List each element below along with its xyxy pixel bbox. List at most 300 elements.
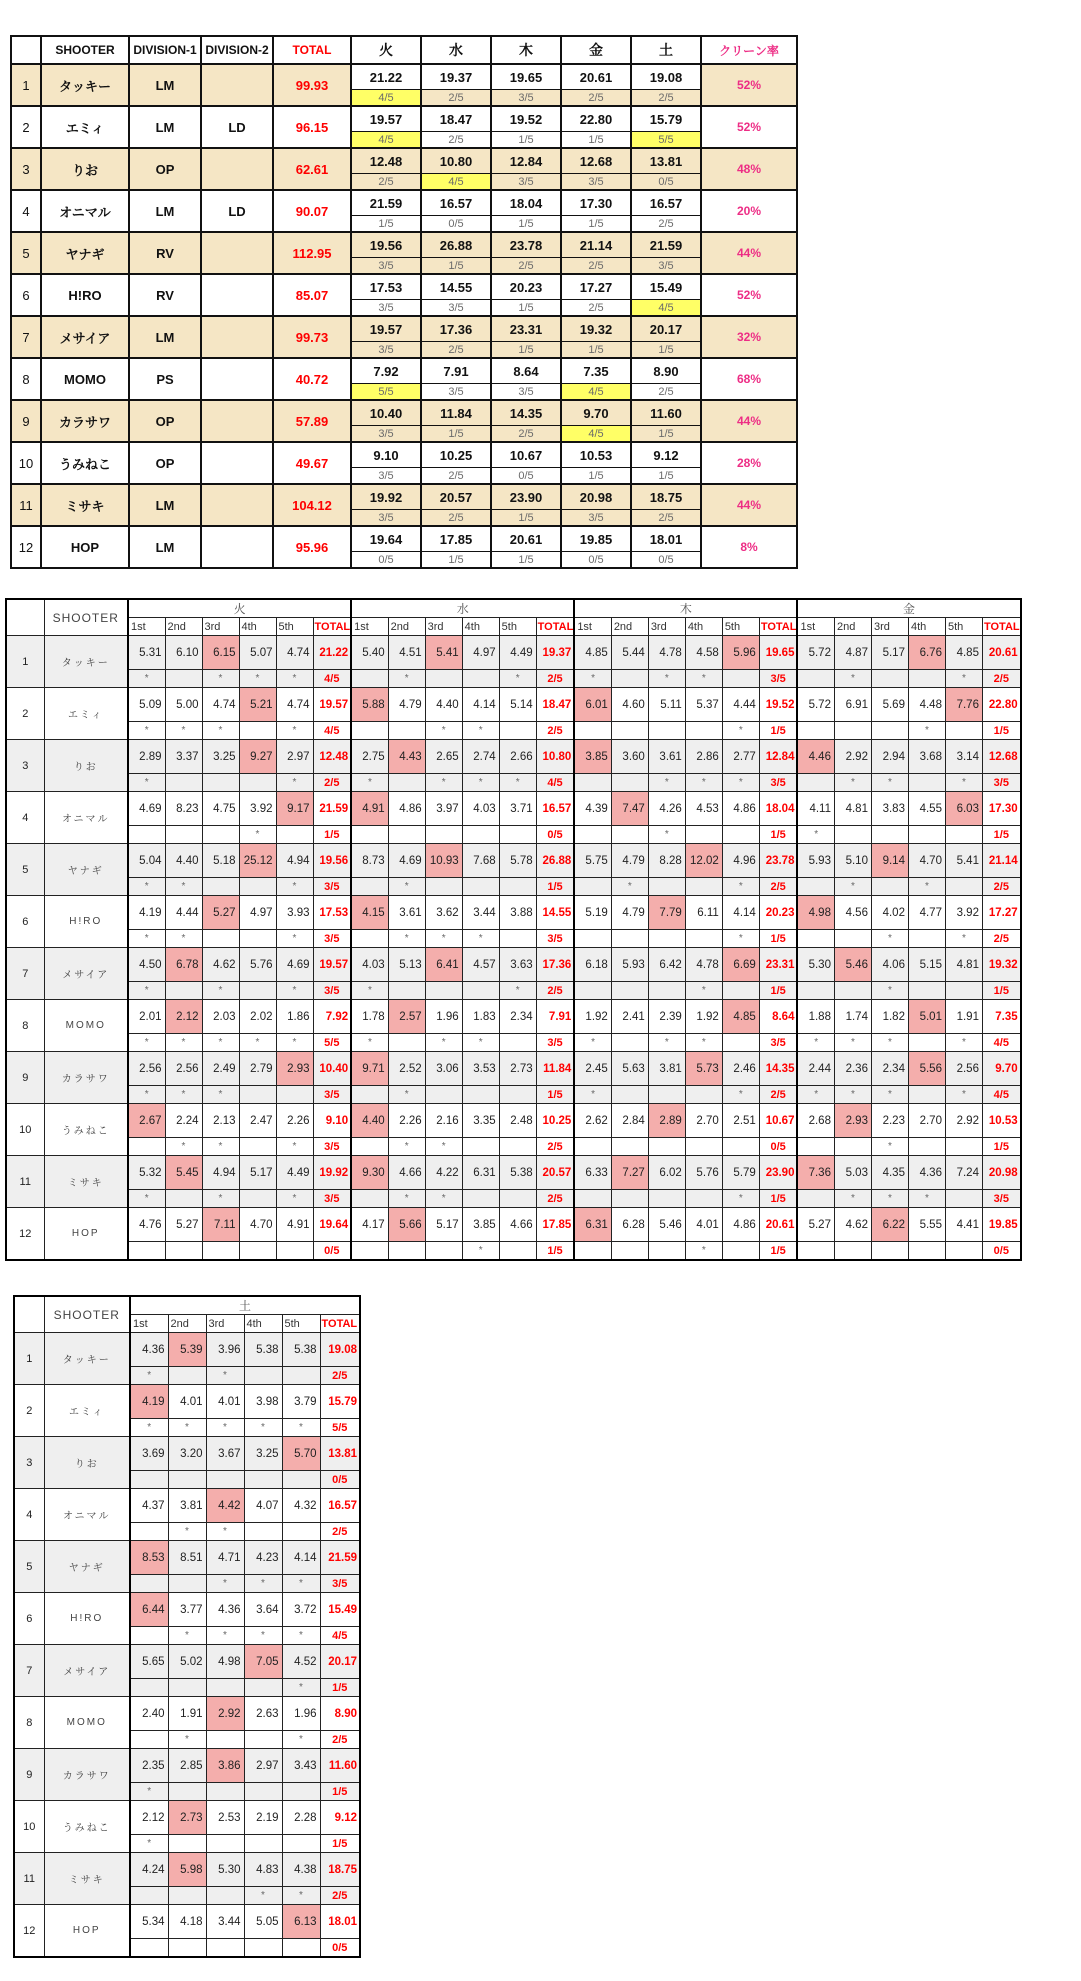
asterisk-cell: * [244, 1575, 282, 1593]
asterisk-cell [908, 670, 945, 688]
score-cell: 4.11 [797, 792, 834, 826]
score-cell: 4.86 [388, 792, 425, 826]
day-header-2: 木 [491, 36, 561, 64]
score-cell: 4.69 [128, 792, 165, 826]
asterisk-cell [871, 878, 908, 896]
score-cell: 6.31 [574, 1208, 611, 1242]
asterisk-cell: * [722, 1190, 759, 1208]
day-total-cell: 17.36 [536, 948, 574, 982]
clean-count-cell: 4/5 [631, 300, 701, 317]
score-cell: 3.68 [908, 740, 945, 774]
total-cell: 57.89 [273, 400, 351, 442]
row-number: 9 [14, 1749, 44, 1801]
score-cell: 1.96 [282, 1697, 320, 1731]
asterisk-cell: * [276, 982, 313, 1000]
day-total-cell: 7.92 [313, 1000, 351, 1034]
score-cell: 5.01 [908, 1000, 945, 1034]
asterisk-cell [499, 1086, 536, 1104]
score-cell: 4.24 [130, 1853, 168, 1887]
score-cell: 4.14 [722, 896, 759, 930]
division-cell [201, 442, 273, 484]
asterisk-cell: * [945, 774, 982, 792]
clean-rate-cell: 44% [701, 484, 797, 526]
score-cell: 4.40 [165, 844, 202, 878]
clean-count-cell: 3/5 [351, 258, 421, 275]
day-score-cell: 19.57 [351, 316, 421, 342]
day-score-cell: 20.61 [491, 526, 561, 552]
asterisk-cell [611, 670, 648, 688]
clean-rate-cell: 52% [701, 274, 797, 316]
row-number: 10 [11, 442, 41, 484]
summary-table [10, 35, 798, 569]
clean-count-cell: 0/5 [631, 552, 701, 569]
asterisk-cell [239, 774, 276, 792]
table-row [14, 1801, 360, 1835]
asterisk-cell: * [425, 1190, 462, 1208]
score-cell: 6.13 [282, 1905, 320, 1939]
score-cell: 4.01 [206, 1385, 244, 1419]
score-cell: 4.70 [908, 844, 945, 878]
rank-header: 2nd [834, 618, 871, 636]
table-subrow [6, 670, 1021, 688]
clean-count-cell: 3/5 [536, 1034, 574, 1052]
day-total-cell: 8.64 [759, 1000, 797, 1034]
day-score-cell: 23.31 [491, 316, 561, 342]
score-cell: 2.65 [425, 740, 462, 774]
clean-count-cell: 2/5 [631, 384, 701, 401]
day-total-cell: 18.75 [320, 1853, 360, 1887]
score-cell: 3.20 [168, 1437, 206, 1471]
rank-header: 4th [685, 618, 722, 636]
rank-header: 1st [797, 618, 834, 636]
asterisk-cell: * [128, 1034, 165, 1052]
score-cell: 5.41 [945, 844, 982, 878]
asterisk-cell: * [871, 982, 908, 1000]
clean-count-cell: 3/5 [421, 384, 491, 401]
day-score-cell: 17.30 [561, 190, 631, 216]
score-cell: 4.58 [685, 636, 722, 670]
asterisk-cell: * [202, 1138, 239, 1156]
day-score-cell: 23.78 [491, 232, 561, 258]
score-cell: 4.71 [206, 1541, 244, 1575]
asterisk-cell [648, 1190, 685, 1208]
day-score-cell: 21.59 [631, 232, 701, 258]
score-cell: 4.49 [276, 1156, 313, 1190]
asterisk-cell [276, 826, 313, 844]
clean-count-cell: 1/5 [982, 826, 1020, 844]
score-cell: 4.46 [797, 740, 834, 774]
score-cell: 10.93 [425, 844, 462, 878]
division-cell: LM [129, 190, 201, 232]
score-cell: 2.68 [797, 1104, 834, 1138]
score-cell: 5.72 [797, 636, 834, 670]
score-cell: 3.83 [871, 792, 908, 826]
asterisk-cell: * [722, 722, 759, 740]
score-cell: 4.85 [722, 1000, 759, 1034]
asterisk-cell [462, 1138, 499, 1156]
day-total-cell: 26.88 [536, 844, 574, 878]
rank-header: 2nd [388, 618, 425, 636]
day-score-cell: 19.56 [351, 232, 421, 258]
asterisk-cell [165, 826, 202, 844]
day-total-cell: 14.55 [536, 896, 574, 930]
score-cell: 9.17 [276, 792, 313, 826]
asterisk-cell [871, 826, 908, 844]
score-cell: 6.18 [574, 948, 611, 982]
clean-rate-cell: 20% [701, 190, 797, 232]
score-cell: 1.78 [351, 1000, 388, 1034]
day-header-3: 金 [797, 599, 1020, 618]
clean-count-cell: 0/5 [536, 826, 574, 844]
day-score-cell: 14.35 [491, 400, 561, 426]
detail-header [6, 599, 1021, 636]
asterisk-cell [206, 1679, 244, 1697]
asterisk-cell [168, 1783, 206, 1801]
table-subrow [6, 1242, 1021, 1261]
shooter-name: りお [44, 1437, 130, 1489]
division-cell [201, 526, 273, 568]
clean-count-cell: 2/5 [421, 132, 491, 149]
score-cell: 2.40 [130, 1697, 168, 1731]
asterisk-cell: * [276, 878, 313, 896]
total-cell: 96.15 [273, 106, 351, 148]
score-cell: 2.48 [499, 1104, 536, 1138]
shooter-name: うみねこ [44, 1801, 130, 1853]
clean-count-cell: 1/5 [351, 216, 421, 233]
day-header-0: 土 [130, 1296, 360, 1315]
asterisk-cell [499, 1190, 536, 1208]
score-cell: 1.86 [276, 1000, 313, 1034]
asterisk-cell [351, 722, 388, 740]
score-cell: 3.72 [282, 1593, 320, 1627]
asterisk-cell [388, 1034, 425, 1052]
asterisk-cell [239, 1086, 276, 1104]
asterisk-cell [276, 1086, 313, 1104]
row-number: 5 [11, 232, 41, 274]
clean-count-cell: 1/5 [491, 552, 561, 569]
day-score-cell: 19.52 [491, 106, 561, 132]
table-row [6, 1156, 1021, 1190]
asterisk-cell [351, 878, 388, 896]
score-cell: 4.06 [871, 948, 908, 982]
asterisk-cell [499, 1242, 536, 1261]
clean-count-cell: 1/5 [536, 1242, 574, 1261]
asterisk-cell: * [574, 1034, 611, 1052]
day-score-cell: 17.85 [421, 526, 491, 552]
clean-count-cell: 1/5 [536, 1086, 574, 1104]
asterisk-cell [165, 774, 202, 792]
score-cell: 5.46 [834, 948, 871, 982]
rank-header: 1st [130, 1315, 168, 1333]
day-total-cell: 12.48 [313, 740, 351, 774]
row-number: 4 [11, 190, 41, 232]
clean-count-cell: 1/5 [320, 1679, 360, 1697]
day-score-cell: 20.61 [561, 64, 631, 90]
asterisk-cell: * [834, 878, 871, 896]
shooter-header: SHOOTER [41, 36, 129, 64]
row-number: 6 [6, 896, 44, 948]
total-cell: 40.72 [273, 358, 351, 400]
score-cell: 4.74 [276, 688, 313, 722]
asterisk-cell: * [425, 774, 462, 792]
score-cell: 5.46 [648, 1208, 685, 1242]
score-cell: 3.53 [462, 1052, 499, 1086]
asterisk-cell [206, 1731, 244, 1749]
score-cell: 4.15 [351, 896, 388, 930]
score-cell: 9.27 [239, 740, 276, 774]
clean-count-cell: 3/5 [759, 1034, 797, 1052]
asterisk-cell [722, 1034, 759, 1052]
day-score-cell: 22.80 [561, 106, 631, 132]
asterisk-cell [834, 1242, 871, 1261]
asterisk-cell [648, 982, 685, 1000]
day-score-cell: 15.49 [631, 274, 701, 300]
day-score-cell: 23.90 [491, 484, 561, 510]
score-cell: 4.78 [685, 948, 722, 982]
score-cell: 3.25 [244, 1437, 282, 1471]
asterisk-cell: * [206, 1419, 244, 1437]
score-cell: 7.47 [611, 792, 648, 826]
rank-header: 3rd [206, 1315, 244, 1333]
table-row [11, 64, 797, 90]
asterisk-cell [648, 878, 685, 896]
total-cell: 99.93 [273, 64, 351, 106]
day-total-cell: 21.59 [313, 792, 351, 826]
score-cell: 3.71 [499, 792, 536, 826]
day-header-0: 火 [351, 36, 421, 64]
score-cell: 4.22 [425, 1156, 462, 1190]
score-cell: 3.88 [499, 896, 536, 930]
asterisk-cell: * [168, 1731, 206, 1749]
score-cell: 4.79 [388, 688, 425, 722]
day-score-cell: 16.57 [421, 190, 491, 216]
asterisk-cell [206, 1887, 244, 1905]
shooter-name: りお [41, 148, 129, 190]
asterisk-cell [168, 1471, 206, 1489]
asterisk-cell [388, 826, 425, 844]
day-total-cell: 9.10 [313, 1104, 351, 1138]
row-number: 8 [11, 358, 41, 400]
score-cell: 2.93 [834, 1104, 871, 1138]
asterisk-cell [908, 930, 945, 948]
score-cell: 5.65 [130, 1645, 168, 1679]
score-cell: 4.37 [130, 1489, 168, 1523]
asterisk-cell: * [871, 930, 908, 948]
asterisk-cell [388, 722, 425, 740]
asterisk-cell [244, 1835, 282, 1853]
asterisk-cell [130, 1471, 168, 1489]
total-cell: 95.96 [273, 526, 351, 568]
asterisk-cell [908, 1034, 945, 1052]
clean-rate-cell: 28% [701, 442, 797, 484]
asterisk-cell: * [202, 1034, 239, 1052]
asterisk-cell [574, 1242, 611, 1261]
rank-header: 5th [722, 618, 759, 636]
day-total-cell: 23.78 [759, 844, 797, 878]
asterisk-cell [797, 878, 834, 896]
table-row [6, 1208, 1021, 1242]
division-cell [201, 274, 273, 316]
day-score-cell: 12.68 [561, 148, 631, 174]
asterisk-cell [797, 1138, 834, 1156]
asterisk-cell [282, 1471, 320, 1489]
day-score-cell: 19.57 [351, 106, 421, 132]
asterisk-cell [168, 1939, 206, 1958]
asterisk-cell: * [128, 722, 165, 740]
asterisk-cell [574, 1190, 611, 1208]
asterisk-cell: * [425, 1138, 462, 1156]
asterisk-cell: * [239, 1034, 276, 1052]
clean-count-cell: 1/5 [759, 1242, 797, 1261]
day-total-cell: 15.49 [320, 1593, 360, 1627]
rank-header: 5th [945, 618, 982, 636]
clean-count-cell: 2/5 [320, 1887, 360, 1905]
asterisk-cell: * [425, 722, 462, 740]
asterisk-cell: * [282, 1679, 320, 1697]
score-cell: 2.92 [206, 1697, 244, 1731]
score-cell: 3.44 [462, 896, 499, 930]
asterisk-cell [462, 826, 499, 844]
clean-count-cell: 3/5 [561, 510, 631, 527]
score-cell: 2.35 [130, 1749, 168, 1783]
row-number: 3 [6, 740, 44, 792]
score-cell: 2.79 [239, 1052, 276, 1086]
score-cell: 4.39 [574, 792, 611, 826]
score-cell: 2.56 [945, 1052, 982, 1086]
table-row [11, 148, 797, 174]
shooter-name: タッキー [41, 64, 129, 106]
score-cell: 5.05 [244, 1905, 282, 1939]
clean-count-cell: 2/5 [536, 722, 574, 740]
score-cell: 5.07 [239, 636, 276, 670]
asterisk-cell [722, 982, 759, 1000]
division-cell: OP [129, 148, 201, 190]
asterisk-cell: * [685, 1242, 722, 1261]
score-cell: 2.73 [168, 1801, 206, 1835]
asterisk-cell: * [611, 878, 648, 896]
asterisk-cell [945, 1242, 982, 1261]
asterisk-cell [611, 1138, 648, 1156]
score-cell: 2.84 [611, 1104, 648, 1138]
score-cell: 4.62 [202, 948, 239, 982]
asterisk-cell: * [388, 1138, 425, 1156]
header-row [11, 36, 797, 64]
clean-count-cell: 2/5 [536, 1190, 574, 1208]
day-total-cell: 17.53 [313, 896, 351, 930]
table-row [6, 792, 1021, 826]
score-cell: 2.34 [499, 1000, 536, 1034]
division-cell [201, 400, 273, 442]
asterisk-cell [168, 1835, 206, 1853]
clean-rate-cell: 52% [701, 64, 797, 106]
asterisk-cell: * [797, 1034, 834, 1052]
asterisk-cell [499, 722, 536, 740]
asterisk-cell [797, 1190, 834, 1208]
score-cell: 5.41 [425, 636, 462, 670]
asterisk-cell [871, 1242, 908, 1261]
weekday-detail-table [5, 598, 1022, 1261]
day-score-cell: 20.98 [561, 484, 631, 510]
score-cell: 5.56 [908, 1052, 945, 1086]
division-cell [201, 64, 273, 106]
asterisk-cell [834, 982, 871, 1000]
asterisk-cell: * [130, 1783, 168, 1801]
clean-count-cell: 2/5 [491, 258, 561, 275]
shooter-name: うみねこ [44, 1104, 128, 1156]
asterisk-cell [202, 930, 239, 948]
score-cell: 2.56 [165, 1052, 202, 1086]
asterisk-cell [128, 826, 165, 844]
table-subrow [6, 722, 1021, 740]
asterisk-cell [168, 1887, 206, 1905]
day-total-cell: 17.85 [536, 1208, 574, 1242]
total-header: TOTAL [982, 618, 1020, 636]
asterisk-cell: * [128, 982, 165, 1000]
score-cell: 4.50 [128, 948, 165, 982]
asterisk-cell: * [202, 670, 239, 688]
clean-count-cell: 2/5 [536, 1138, 574, 1156]
score-cell: 3.92 [239, 792, 276, 826]
asterisk-cell [425, 670, 462, 688]
row-number: 10 [6, 1104, 44, 1156]
score-cell: 4.85 [574, 636, 611, 670]
score-cell: 4.76 [128, 1208, 165, 1242]
score-cell: 4.17 [351, 1208, 388, 1242]
score-cell: 4.02 [871, 896, 908, 930]
score-cell: 4.78 [648, 636, 685, 670]
total-cell: 99.73 [273, 316, 351, 358]
table-row [14, 1645, 360, 1679]
asterisk-cell [834, 1138, 871, 1156]
clean-count-cell: 1/5 [561, 216, 631, 233]
clean-count-cell: 3/5 [351, 426, 421, 443]
row-number: 3 [14, 1437, 44, 1489]
clean-count-cell: 2/5 [320, 1367, 360, 1385]
clean-count-cell: 2/5 [631, 90, 701, 107]
day-score-cell: 7.92 [351, 358, 421, 384]
score-cell: 4.19 [128, 896, 165, 930]
score-cell: 1.91 [945, 1000, 982, 1034]
day-total-cell: 17.27 [982, 896, 1020, 930]
asterisk-cell [206, 1471, 244, 1489]
clean-count-cell: 1/5 [561, 342, 631, 359]
table-row [14, 1541, 360, 1575]
score-cell: 4.51 [388, 636, 425, 670]
score-cell: 2.23 [871, 1104, 908, 1138]
clean-count-cell: 1/5 [561, 132, 631, 149]
score-cell: 5.39 [168, 1333, 206, 1367]
score-cell: 6.28 [611, 1208, 648, 1242]
total-cell: 49.67 [273, 442, 351, 484]
asterisk-cell [908, 1138, 945, 1156]
asterisk-cell [685, 930, 722, 948]
rank-header: 2nd [165, 618, 202, 636]
score-cell: 2.92 [945, 1104, 982, 1138]
asterisk-cell: * [388, 930, 425, 948]
row-number: 2 [14, 1385, 44, 1437]
day-total-cell: 10.67 [759, 1104, 797, 1138]
rank-header: 4th [908, 618, 945, 636]
score-cell: 1.83 [462, 1000, 499, 1034]
day-total-cell: 20.61 [759, 1208, 797, 1242]
asterisk-cell: * [165, 1034, 202, 1052]
day-score-cell: 18.01 [631, 526, 701, 552]
score-cell: 4.38 [282, 1853, 320, 1887]
asterisk-cell [425, 1086, 462, 1104]
score-cell: 7.36 [797, 1156, 834, 1190]
clean-count-cell: 0/5 [561, 552, 631, 569]
rank-header: 5th [276, 618, 313, 636]
